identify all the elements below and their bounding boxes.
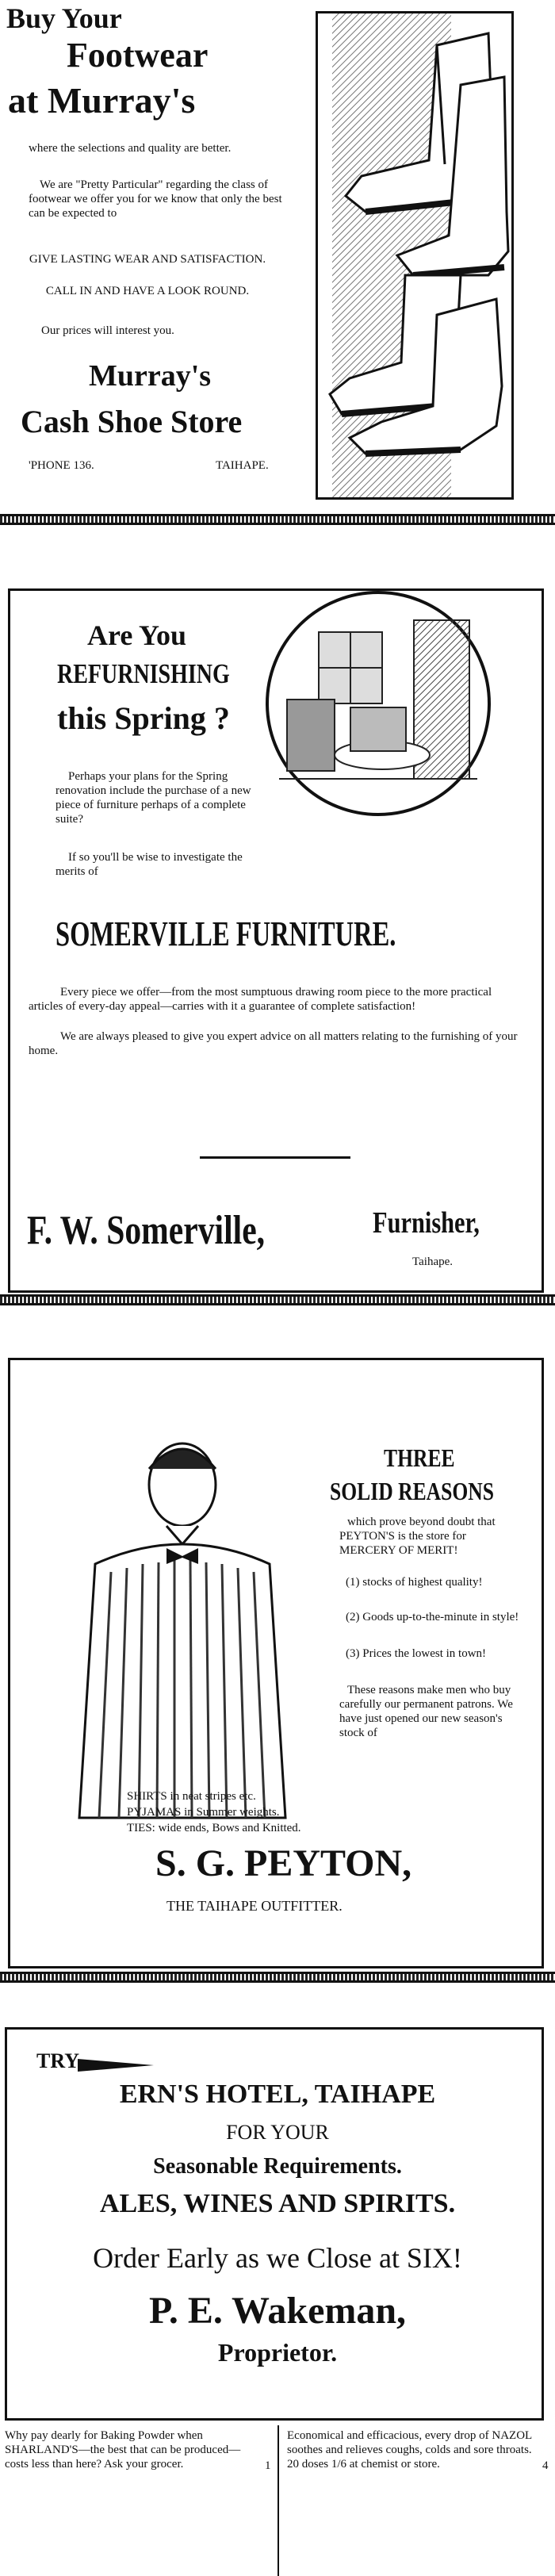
murray-phone: 'PHONE 136.: [29, 459, 94, 472]
peyton-reason-1: (1) stocks of highest quality!: [346, 1576, 483, 1589]
bottom-left-num: 1: [265, 2459, 271, 2472]
peyton-h2: SOLID REASONS: [330, 1477, 494, 1505]
hotel-ales: ALES, WINES AND SPIRITS.: [99, 2189, 456, 2218]
bottom-divider: [278, 2425, 279, 2576]
peyton-item-2: PYJAMAS in Summer weights.: [127, 1806, 280, 1819]
bottom-right-text: Economical and efficacious, every drop of NAZOL soothes and relieves coughs, colds and sore throats. 20 doses 1/6 at chemist or store.: [287, 2429, 532, 2471]
hotel-for: FOR YOUR: [226, 2121, 329, 2144]
peyton-name: S. G. PEYTON,: [155, 1842, 412, 1884]
peyton-reason-2: (2) Goods up-to-the-minute in style!: [346, 1611, 519, 1623]
somerville-p2: If so you'll be wise to investigate the merits of: [56, 851, 243, 878]
peyton-intro: which prove beyond doubt that PEYTON'S is the store for MERCERY OF MERIT!: [339, 1516, 496, 1557]
murray-headline-3: at Murray's: [8, 80, 196, 121]
murray-headline-1: Buy Your: [6, 2, 122, 34]
hotel-role: Proprietor.: [217, 2338, 338, 2367]
hotel-name: ERN'S HOTEL, TAIHAPE: [119, 2080, 436, 2109]
somerville-p1: Perhaps your plans for the Spring renovation include the purchase of a new piece of furniture perhaps of a complete suite?: [56, 770, 251, 826]
hotel-pennant: [78, 2059, 154, 2072]
somerville-town: Taihape.: [412, 1255, 454, 1268]
peyton-item-1: SHIRTS in neat stripes etc.: [127, 1790, 256, 1803]
bottom-right-num: 4: [542, 2459, 549, 2472]
shoe-illustration: [316, 11, 514, 500]
room-illustration: [263, 588, 493, 818]
peyton-tag: THE TAIHAPE OUTFITTER.: [166, 1898, 343, 1914]
murray-town: TAIHAPE.: [216, 459, 269, 472]
somerville-p4: We are always pleased to give you expert advice on all matters relating to the furnishing of your home.: [29, 1030, 518, 1057]
somerville-brand: SOMERVILLE FURNITURE.: [56, 914, 396, 953]
hotel-order: Order Early as we Close at SIX!: [93, 2242, 462, 2274]
rule-1: [0, 514, 555, 525]
murray-body-2: We are "Pretty Particular" regarding the class of footwear we offer you for we know that only the best can be expected to: [29, 178, 282, 220]
somerville-name: F. W. Somerville,: [27, 1208, 266, 1253]
somerville-h2: REFURNISHING: [57, 658, 230, 689]
hotel-req: Seasonable Requirements.: [153, 2154, 402, 2179]
somerville-h3: this Spring ?: [57, 700, 230, 736]
rule-3: [0, 1972, 555, 1983]
peyton-h1: THREE: [384, 1443, 455, 1472]
murray-body-3: GIVE LASTING WEAR AND SATISFACTION.: [29, 253, 266, 266]
peyton-p1: These reasons make men who buy carefully our permanent patrons. We have just opened our new season's stock of: [339, 1684, 513, 1739]
somerville-ad: [0, 588, 555, 1294]
bottom-strip: [0, 2425, 555, 2576]
murray-ad: [0, 0, 555, 516]
shoes-svg: [318, 13, 511, 497]
peyton-ad: [0, 1358, 555, 1972]
murray-body-5: Our prices will interest you.: [41, 324, 174, 337]
somerville-divider: [200, 1156, 350, 1159]
somerville-p3: Every piece we offer—from the most sumptuous drawing room piece to the more practical articles of every-day appeal—carries with it a guarantee of complete satisfaction!: [29, 986, 492, 1013]
somerville-title: Furnisher,: [373, 1206, 480, 1240]
man-illustration: [63, 1437, 325, 1834]
hotel-owner: P. E. Wakeman,: [148, 2290, 407, 2332]
somerville-h1: Are You: [87, 619, 186, 651]
peyton-reason-3: (3) Prices the lowest in town!: [346, 1647, 487, 1660]
murray-headline-2: Footwear: [67, 36, 209, 75]
hotel-ad: [0, 2027, 555, 2421]
murray-body-4: CALL IN AND HAVE A LOOK ROUND.: [45, 285, 250, 297]
peyton-item-3: TIES: wide ends, Bows and Knitted.: [127, 1822, 301, 1834]
bottom-left-text: Why pay dearly for Baking Powder when SHARLAND'S—the best that can be produced—costs less than here? Ask your grocer.: [5, 2429, 241, 2471]
hotel-try: TRY: [36, 2049, 79, 2072]
murray-body-1: where the selections and quality are better.: [29, 142, 232, 155]
murray-store-2: Cash Shoe Store: [21, 404, 243, 439]
murray-store-1: Murray's: [89, 359, 212, 393]
rule-2: [0, 1294, 555, 1305]
